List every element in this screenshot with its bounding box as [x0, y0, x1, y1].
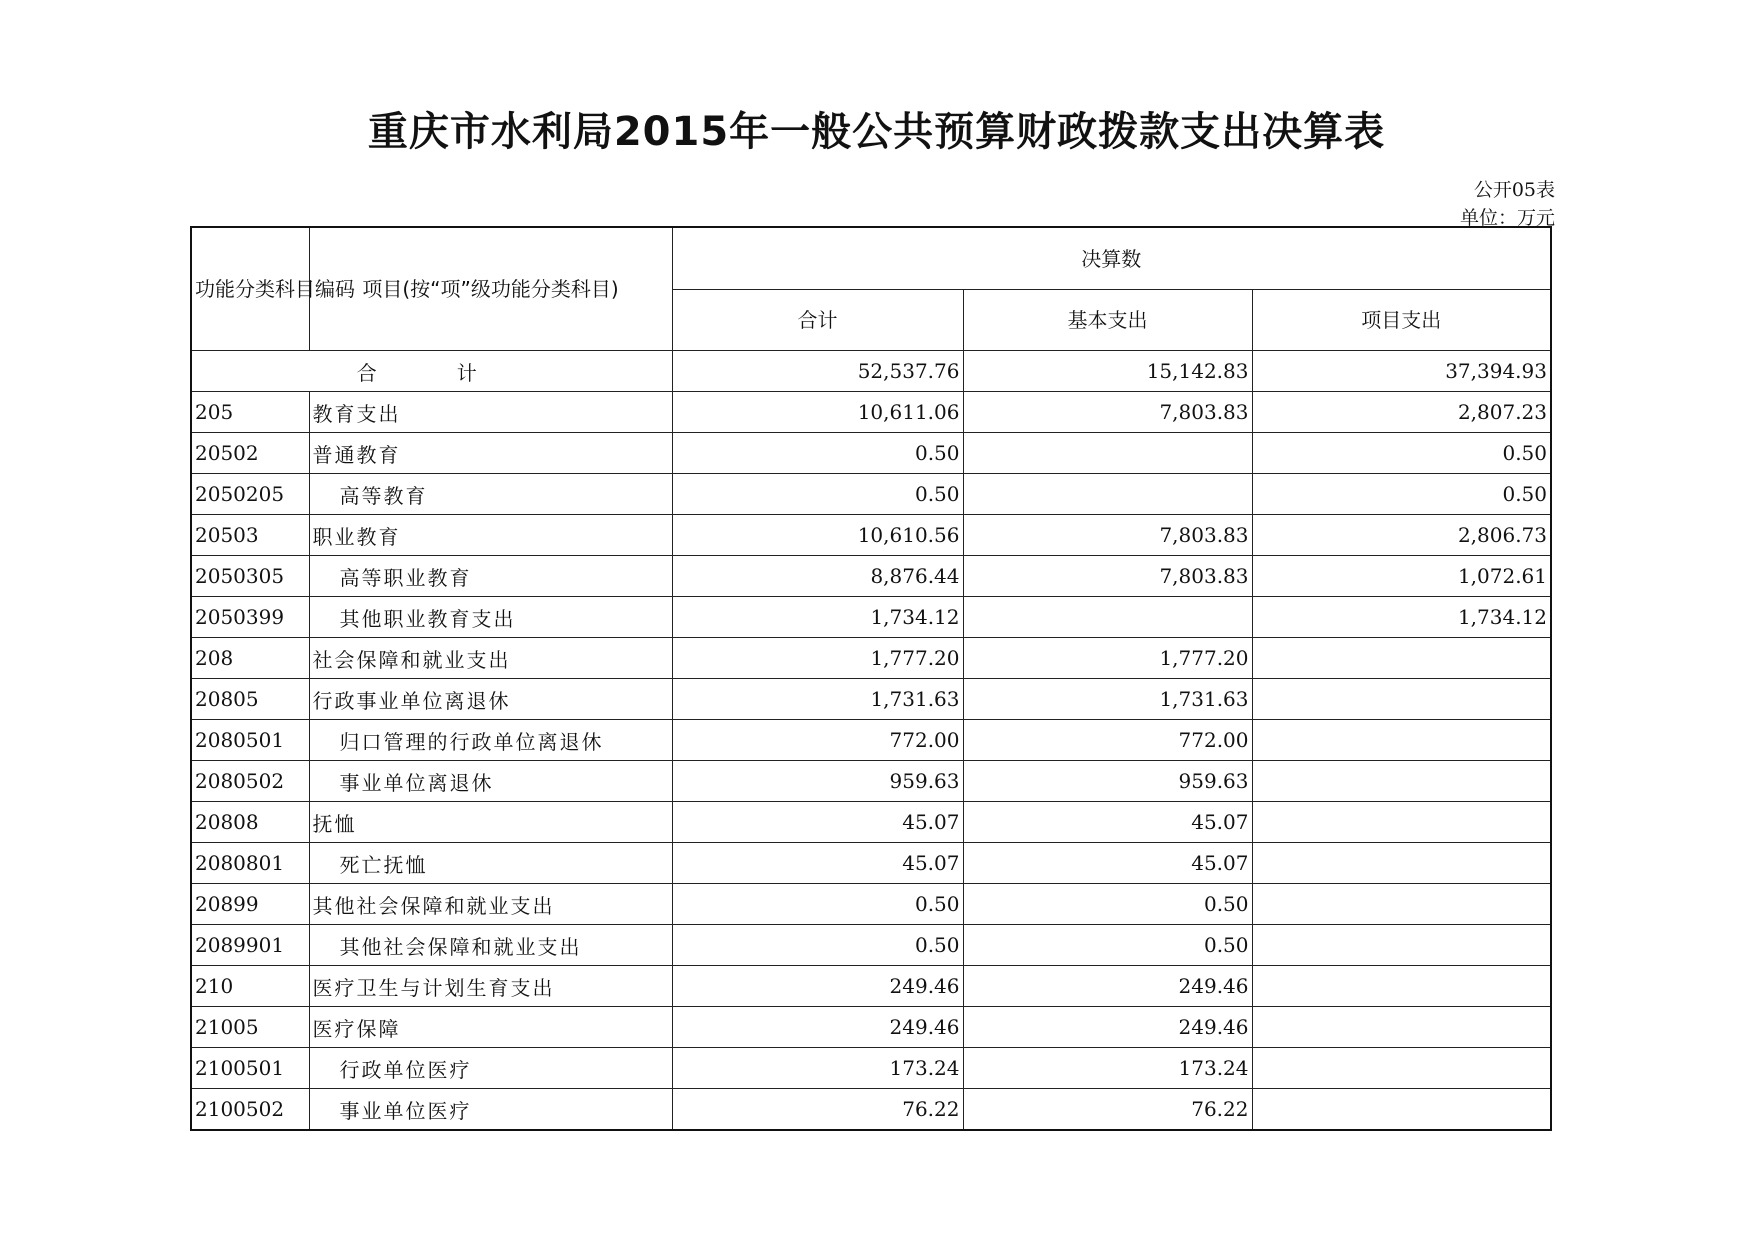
table-row: [191, 515, 1551, 556]
header-project: 项目支出: [1252, 290, 1551, 351]
table-row: [191, 597, 1551, 638]
row-basic: 173.24: [963, 1048, 1252, 1089]
row-name: 抚恤: [309, 802, 672, 843]
row-name: 高等职业教育: [309, 556, 672, 597]
row-total: 249.46: [672, 1007, 963, 1048]
row-code: 2080801: [191, 843, 309, 884]
row-basic: 7,803.83: [963, 515, 1252, 556]
total-project: 37,394.93: [1252, 351, 1551, 392]
row-basic: 249.46: [963, 1007, 1252, 1048]
total-basic: 15,142.83: [963, 351, 1252, 392]
row-project: [1252, 884, 1551, 925]
row-code: 205: [191, 392, 309, 433]
table-row: [191, 474, 1551, 515]
row-project: [1252, 761, 1551, 802]
row-total: 1,734.12: [672, 597, 963, 638]
header-row: [191, 227, 1551, 290]
row-total: 0.50: [672, 474, 963, 515]
row-total: 173.24: [672, 1048, 963, 1089]
row-project: [1252, 802, 1551, 843]
total-row: [191, 351, 1551, 392]
row-project: 1,072.61: [1252, 556, 1551, 597]
table-row: [191, 1089, 1551, 1131]
table-row: [191, 843, 1551, 884]
row-name: 事业单位离退休: [309, 761, 672, 802]
row-name: 其他职业教育支出: [309, 597, 672, 638]
row-total: 0.50: [672, 884, 963, 925]
row-total: 1,777.20: [672, 638, 963, 679]
row-basic: 1,777.20: [963, 638, 1252, 679]
unit-label: 单位：万元: [1459, 207, 1555, 229]
row-project: [1252, 720, 1551, 761]
row-code: 2100502: [191, 1089, 309, 1131]
table-row: [191, 925, 1551, 966]
row-basic: [963, 474, 1252, 515]
row-total: 1,731.63: [672, 679, 963, 720]
row-name: 医疗保障: [309, 1007, 672, 1048]
row-total: 772.00: [672, 720, 963, 761]
row-project: 0.50: [1252, 433, 1551, 474]
table-row: [191, 802, 1551, 843]
row-project: [1252, 1048, 1551, 1089]
row-name: 医疗卫生与计划生育支出: [309, 966, 672, 1007]
row-code: 2050205: [191, 474, 309, 515]
row-code: 2089901: [191, 925, 309, 966]
row-total: 10,611.06: [672, 392, 963, 433]
table-row: [191, 556, 1551, 597]
row-name: 高等教育: [309, 474, 672, 515]
table-row: [191, 1048, 1551, 1089]
row-total: 0.50: [672, 925, 963, 966]
table-row: [191, 679, 1551, 720]
table-row: [191, 638, 1551, 679]
row-total: 959.63: [672, 761, 963, 802]
row-total: 8,876.44: [672, 556, 963, 597]
row-project: [1252, 925, 1551, 966]
total-label: 合 计: [191, 351, 672, 392]
row-code: 20808: [191, 802, 309, 843]
row-basic: 772.00: [963, 720, 1252, 761]
row-name: 其他社会保障和就业支出: [309, 925, 672, 966]
row-name: 行政事业单位离退休: [309, 679, 672, 720]
row-code: 2050399: [191, 597, 309, 638]
row-project: [1252, 843, 1551, 884]
row-basic: 249.46: [963, 966, 1252, 1007]
row-basic: 45.07: [963, 843, 1252, 884]
table-row: [191, 720, 1551, 761]
row-basic: 7,803.83: [963, 392, 1252, 433]
row-total: 10,610.56: [672, 515, 963, 556]
row-basic: [963, 597, 1252, 638]
expenditure-table: [190, 226, 1552, 1131]
row-name: 普通教育: [309, 433, 672, 474]
row-basic: 0.50: [963, 884, 1252, 925]
header-code: 功能分类科目编码: [191, 227, 309, 351]
row-code: 2100501: [191, 1048, 309, 1089]
row-code: 2080501: [191, 720, 309, 761]
row-basic: 1,731.63: [963, 679, 1252, 720]
row-total: 0.50: [672, 433, 963, 474]
row-project: [1252, 638, 1551, 679]
row-project: [1252, 1089, 1551, 1131]
row-code: 210: [191, 966, 309, 1007]
row-name: 职业教育: [309, 515, 672, 556]
row-total: 249.46: [672, 966, 963, 1007]
row-basic: 76.22: [963, 1089, 1252, 1131]
table-row: [191, 1007, 1551, 1048]
row-code: 20805: [191, 679, 309, 720]
table-row: [191, 761, 1551, 802]
row-code: 20502: [191, 433, 309, 474]
row-code: 2080502: [191, 761, 309, 802]
table-row: [191, 392, 1551, 433]
table-row: [191, 433, 1551, 474]
row-total: 45.07: [672, 843, 963, 884]
row-name: 死亡抚恤: [309, 843, 672, 884]
row-name: 行政单位医疗: [309, 1048, 672, 1089]
row-basic: 7,803.83: [963, 556, 1252, 597]
row-project: 1,734.12: [1252, 597, 1551, 638]
header-item: 项目(按“项”级功能分类科目): [309, 227, 672, 351]
table-code: 公开05表: [1473, 179, 1555, 201]
row-total: 76.22: [672, 1089, 963, 1131]
row-project: 0.50: [1252, 474, 1551, 515]
row-project: 2,807.23: [1252, 392, 1551, 433]
row-project: 2,806.73: [1252, 515, 1551, 556]
row-basic: [963, 433, 1252, 474]
row-project: [1252, 1007, 1551, 1048]
row-name: 其他社会保障和就业支出: [309, 884, 672, 925]
row-code: 20503: [191, 515, 309, 556]
header-final-amount: 决算数: [672, 227, 1551, 290]
row-code: 2050305: [191, 556, 309, 597]
row-code: 208: [191, 638, 309, 679]
row-name: 社会保障和就业支出: [309, 638, 672, 679]
row-code: 21005: [191, 1007, 309, 1048]
row-basic: 0.50: [963, 925, 1252, 966]
row-code: 20899: [191, 884, 309, 925]
report-title: 重庆市水利局2015年一般公共预算财政拨款支出决算表: [367, 109, 1386, 155]
row-name: 事业单位医疗: [309, 1089, 672, 1131]
total-sum: 52,537.76: [672, 351, 963, 392]
row-name: 教育支出: [309, 392, 672, 433]
table-row: [191, 884, 1551, 925]
header-basic: 基本支出: [963, 290, 1252, 351]
row-basic: 45.07: [963, 802, 1252, 843]
header-total: 合计: [672, 290, 963, 351]
row-project: [1252, 679, 1551, 720]
row-total: 45.07: [672, 802, 963, 843]
row-project: [1252, 966, 1551, 1007]
row-basic: 959.63: [963, 761, 1252, 802]
row-name: 归口管理的行政单位离退休: [309, 720, 672, 761]
table-row: [191, 966, 1551, 1007]
